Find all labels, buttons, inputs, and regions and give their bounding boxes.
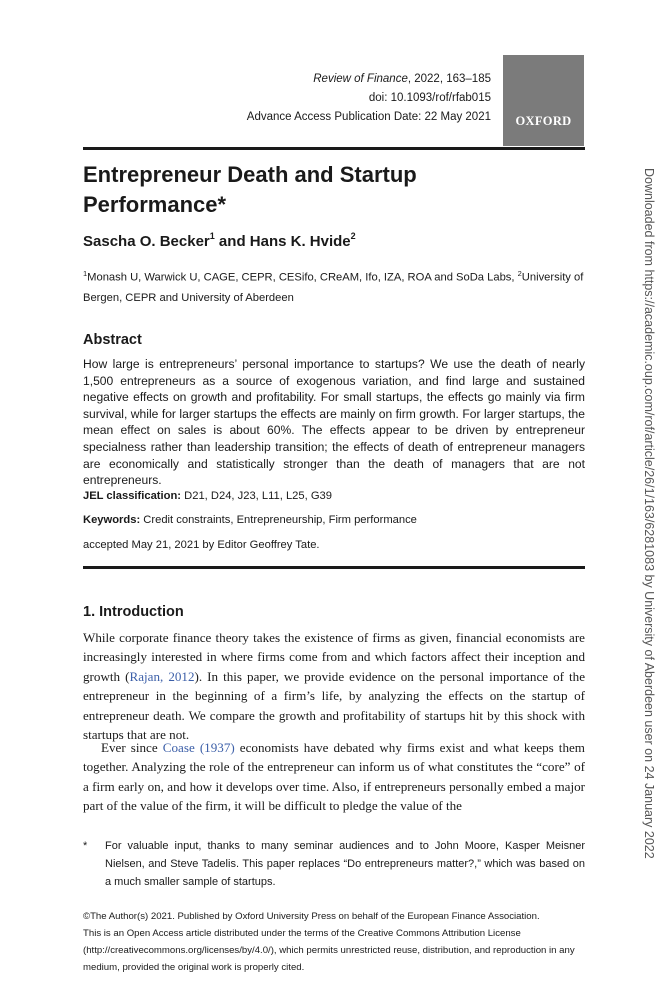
citation-link[interactable]: Rajan, 2012 bbox=[129, 668, 195, 684]
journal-volume-pages: , 2022, 163–185 bbox=[407, 73, 491, 85]
paragraph-text: Ever since bbox=[101, 740, 163, 755]
intro-paragraph bbox=[83, 628, 585, 744]
journal-citation bbox=[247, 70, 491, 89]
section-heading: 1. Introduction bbox=[83, 604, 184, 620]
citation-link[interactable]: Coase (1937) bbox=[162, 740, 235, 755]
affiliation-mark: 1 bbox=[209, 231, 215, 241]
paragraph-text: While corporate finance theory takes the existence of firms as given, financial economists are increasingly interested in where firms come from and which factors affect their inception and growth ( bbox=[83, 630, 585, 684]
copyright-notice bbox=[83, 908, 585, 976]
copyright-line: ©The Author(s) 2021. Published by Oxford University Press on behalf of the European Finance Association. bbox=[83, 911, 540, 922]
affiliations bbox=[83, 264, 585, 308]
footnote bbox=[83, 837, 585, 891]
jel-label: JEL classification: bbox=[83, 490, 182, 502]
license-text: This is an Open Access article distributed under the terms of the Creative Commons Attribution License (http://creativecommons.org/licenses/by/4.0/), which permits unrestricted reuse, distribution, and reproduction in any medium, provided the original work is properly cited. bbox=[83, 928, 575, 973]
jel-classification bbox=[83, 490, 332, 502]
top-rule bbox=[83, 147, 585, 150]
advance-access-date: Advance Access Publication Date: 22 May 2021 bbox=[246, 111, 491, 123]
abstract-text: How large is entrepreneurs’ personal importance to startups? We use the death of nearly 1,500 entrepreneurs as a source of exogenous variation, and find large and sustained negative effects on growth and profitability. For small startups, the effects go mainly via firm survival, while for larger startups the effects are mainly on firm growth. For larger startups, the mean effect on sales is about 60%. The effects appear to be driven by entrepreneur specialness rather than leadership transition; the effects of death of entrepreneur managers are economically and statistically stronger than the death of managers that are not entrepreneurs. bbox=[83, 357, 585, 488]
affiliation-mark: 2 bbox=[350, 231, 356, 241]
author-name: Sascha O. Becker bbox=[83, 233, 210, 250]
affiliation-mark: 2 bbox=[517, 269, 522, 278]
download-watermark bbox=[638, 168, 660, 859]
journal-name: Review of Finance bbox=[313, 73, 408, 85]
accepted-note: accepted May 21, 2021 by Editor Geoffrey Tate. bbox=[83, 539, 320, 551]
oxford-logo bbox=[503, 55, 584, 146]
oxford-logo-text: OXFORD bbox=[515, 114, 572, 128]
abstract-heading: Abstract bbox=[83, 332, 142, 348]
download-watermark-text: Downloaded from https://academic.oup.com/rof/article/26/1/163/6281083 by University of Aberdeen user on 24 January 2022 bbox=[642, 168, 656, 859]
keywords-list: Credit constraints, Entrepreneurship, Firm performance bbox=[140, 514, 417, 526]
affiliation-text: Monash U, Warwick U, CAGE, CEPR, CESifo, CReAM, Ifo, IZA, ROA and SoDa Labs, bbox=[87, 271, 518, 284]
author-name: Hans K. Hvide bbox=[249, 233, 351, 250]
footnote-mark: * bbox=[83, 840, 88, 852]
affiliation-text: University of Bergen, CEPR and University of Aberdeen bbox=[83, 271, 584, 304]
author-separator: and bbox=[214, 233, 250, 250]
paragraph-text: ). In this paper, we provide evidence on the personal importance of the entrepreneur in the beginning of a firm’s life, by analyzing the effects on the startup of entrepreneur death. We compare the growth and profitability of startups hit by this shock with startups that are not. bbox=[83, 668, 586, 743]
doi: doi: 10.1093/rof/rfab015 bbox=[368, 92, 491, 104]
intro-paragraph bbox=[83, 738, 585, 816]
keywords bbox=[83, 514, 417, 526]
authors bbox=[83, 232, 356, 250]
abstract-rule bbox=[83, 566, 585, 569]
affiliation-mark: 1 bbox=[83, 269, 88, 278]
paragraph-text: economists have debated why firms exist and what keeps them together. Analyzing the role of the entrepreneur can inform us of what constitutes the “core” of a firm early on, and how it develops over time. Also, if entrepreneurs personally embed a major part of the value of the firm, it will be difficult to pledge the value of the bbox=[83, 740, 585, 814]
footnote-text: For valuable input, thanks to many seminar audiences and to John Moore, Kasper Meisner Nielsen, and Steve Tadelis. This paper replaces “Do entrepreneurs matter?,” which was based on a much smaller sample of startups. bbox=[105, 840, 585, 888]
header-meta bbox=[247, 70, 491, 127]
jel-codes: D21, D24, J23, L11, L25, G39 bbox=[181, 490, 332, 502]
keywords-label: Keywords: bbox=[83, 514, 141, 526]
article-title: Entrepreneur Death and Startup Performance* bbox=[83, 162, 417, 217]
